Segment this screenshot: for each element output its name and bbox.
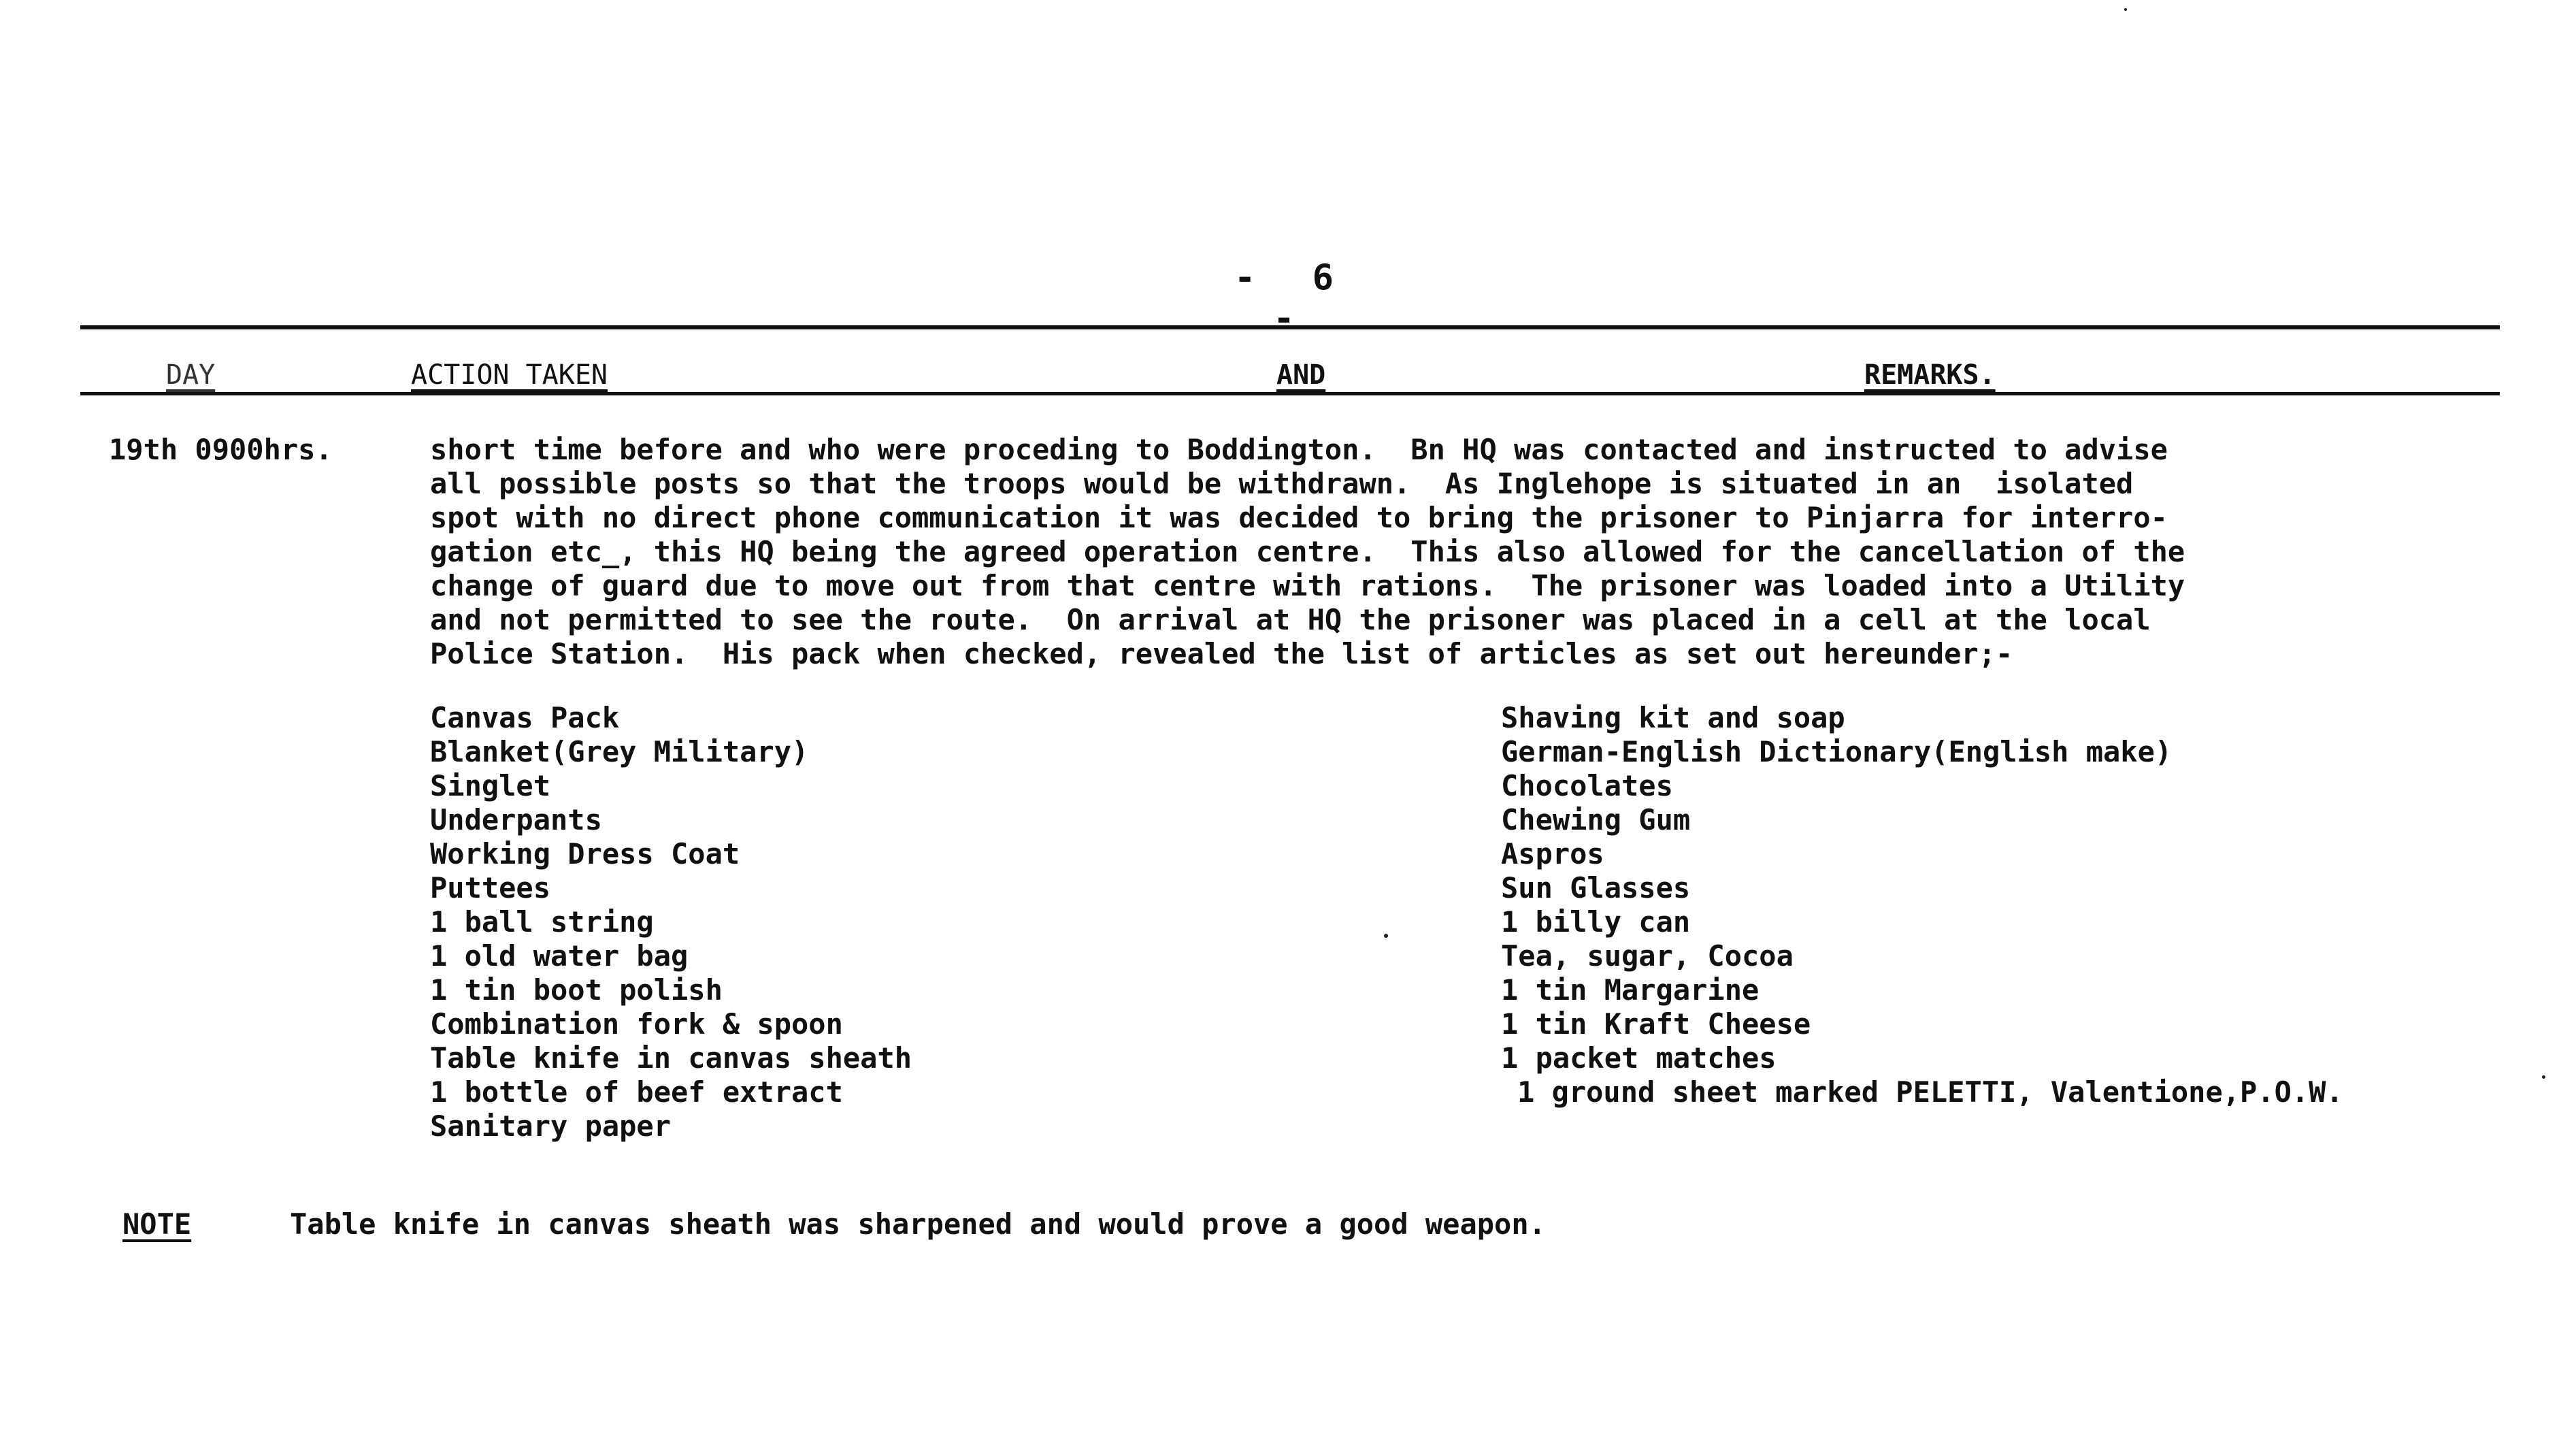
article-item: Underpants (430, 803, 602, 836)
entry-day-time: 19th 0900hrs. (109, 433, 333, 466)
article-item: 1 tin boot polish (430, 973, 723, 1007)
article-item: 1 billy can (1501, 905, 1691, 939)
narrative-line: and not permitted to see the route. On arrival at HQ the prisoner was placed in a cell at the local (430, 603, 2151, 636)
article-item: 1 bottle of beef extract (430, 1075, 843, 1109)
header-top-rule (80, 325, 2500, 329)
table-header (0, 359, 2576, 393)
header-remarks: REMARKS. (1864, 359, 1996, 391)
article-item: Canvas Pack (430, 701, 620, 734)
articles-list-right (1501, 701, 2343, 1109)
page-number: - 6 - (1234, 257, 1351, 339)
narrative-line: spot with no direct phone communication it was decided to bring the prisoner to Pinjarra for interro- (430, 501, 2168, 534)
article-item: Aspros (1501, 837, 1604, 870)
paper-speck (2124, 8, 2127, 11)
narrative-line: Police Station. His pack when checked, revealed the list of articles as set out hereunder;- (430, 637, 2013, 670)
header-action-taken: ACTION TAKEN (411, 359, 608, 391)
article-item: Puttees (430, 871, 551, 905)
article-item: Table knife in canvas sheath (430, 1041, 912, 1075)
header-bottom-rule (80, 392, 2500, 395)
article-item: Singlet (430, 769, 551, 802)
paper-speck (2542, 1075, 2545, 1079)
articles-list-left (430, 701, 912, 1143)
article-item: Blanket(Grey Military) (430, 735, 809, 768)
header-day: DAY (166, 359, 216, 391)
narrative-line: short time before and who were proceding to Boddington. Bn HQ was contacted and instructed to advise (430, 433, 2168, 466)
article-item: 1 old water bag (430, 939, 689, 973)
narrative-line: change of guard due to move out from that centre with rations. The prisoner was loaded into a Utility (430, 569, 2185, 602)
narrative-line: gation etc_, this HQ being the agreed operation centre. This also allowed for the cancellation of the (430, 535, 2185, 568)
note-label: NOTE (122, 1207, 192, 1241)
article-item: Sanitary paper (430, 1109, 672, 1143)
note-text: Table knife in canvas sheath was sharpened and would prove a good weapon. (290, 1207, 1546, 1241)
article-item: Chocolates (1501, 769, 1673, 802)
narrative-line: all possible posts so that the troops would be withdrawn. As Inglehope is situated in an isolated (430, 467, 2134, 500)
article-item: 1 tin Margarine (1501, 973, 1760, 1007)
paper-speck (1384, 934, 1388, 938)
article-item: 1 packet matches (1501, 1041, 1777, 1075)
article-item: 1 tin Kraft Cheese (1501, 1007, 1811, 1041)
article-item: Tea, sugar, Cocoa (1501, 939, 1794, 973)
article-item: 1 ground sheet marked PELETTI, Valentione,P.O.W. (1517, 1075, 2343, 1109)
article-item: Combination fork & spoon (430, 1007, 843, 1041)
article-item: Working Dress Coat (430, 837, 740, 870)
article-item: Shaving kit and soap (1501, 701, 1845, 734)
article-item: 1 ball string (430, 905, 654, 939)
article-item: Chewing Gum (1501, 803, 1691, 836)
entry-narrative (430, 433, 2512, 671)
article-item: Sun Glasses (1501, 871, 1691, 905)
header-and: AND (1276, 359, 1326, 391)
article-item: German-English Dictionary(English make) (1501, 735, 2173, 768)
